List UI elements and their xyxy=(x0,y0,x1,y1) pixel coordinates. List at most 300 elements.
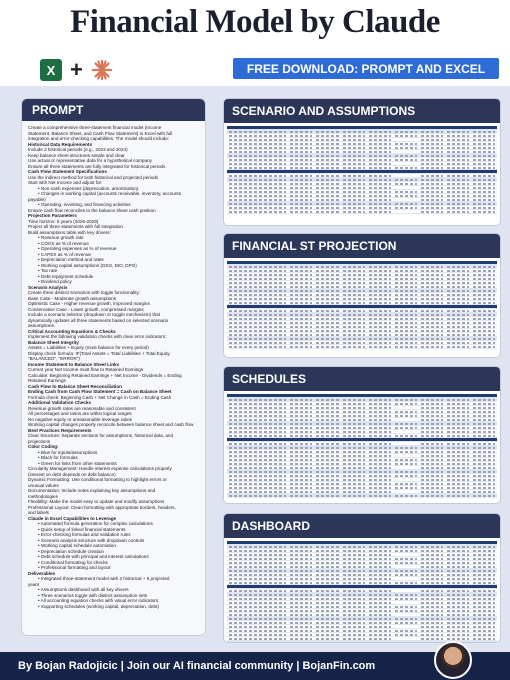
sheet-cell xyxy=(229,431,286,432)
sheet-cell xyxy=(369,598,391,599)
sheet-cell xyxy=(369,479,391,480)
sheet-cell xyxy=(395,131,417,132)
sheet-cell xyxy=(343,403,365,404)
sheet-cell xyxy=(447,282,469,283)
sheet-cell xyxy=(343,471,365,472)
sheet-cell xyxy=(473,447,495,448)
sheet-cell xyxy=(343,318,365,319)
sheet-cell xyxy=(316,554,338,555)
sheet-cell xyxy=(316,326,338,327)
sheet-cell xyxy=(319,438,344,441)
sheet-cell xyxy=(421,199,443,200)
prompt-line: • Automated formula generation for complex calculations xyxy=(28,521,199,527)
sheet-cell xyxy=(421,574,443,575)
sheet-cell xyxy=(343,495,365,496)
sheet-cell xyxy=(473,630,495,631)
sheet-cell xyxy=(447,487,469,488)
sheet-cell xyxy=(290,175,312,176)
sheet-cell xyxy=(343,634,365,635)
sheet-cell xyxy=(229,435,286,436)
sheet-cell xyxy=(229,546,286,547)
sheet-cell xyxy=(316,135,338,136)
sheet-cell xyxy=(473,606,495,607)
prompt-line: Ending Cash from Cash Flow Statement = Cash on Balance Sheet xyxy=(28,389,172,394)
sheet-cell xyxy=(369,411,391,412)
sheet-cell xyxy=(395,447,417,448)
prompt-line: Time horizon: 5 years (2025-2029) xyxy=(28,218,99,224)
sheet-cell xyxy=(229,330,286,331)
sheet-cell xyxy=(369,131,391,132)
sheet-cell xyxy=(229,594,286,595)
sheet-cell xyxy=(421,163,443,164)
sheet-cell xyxy=(421,411,443,412)
sheet-cell xyxy=(290,211,312,212)
prompt-line: "BALANCED", "ERROR") xyxy=(28,356,80,361)
sheet-cell xyxy=(229,554,286,555)
dashboard-sheet xyxy=(224,538,500,643)
sheet-cell xyxy=(473,318,495,319)
sheet-cell xyxy=(343,614,365,615)
sheet-cell xyxy=(447,459,469,460)
sheet-cell xyxy=(421,483,443,484)
sheet-cell xyxy=(421,491,443,492)
sheet-cell xyxy=(421,151,443,152)
prompt-line: and labels xyxy=(28,510,49,515)
sheet-cell xyxy=(421,183,443,184)
prompt-line: • Green for links from other statements xyxy=(28,461,199,467)
sheet-cell xyxy=(344,170,369,173)
sheet-cell xyxy=(369,183,391,184)
sheet-cell xyxy=(421,407,443,408)
sheet-cell xyxy=(229,483,286,484)
sheet-cell xyxy=(369,342,391,343)
sheet-cell xyxy=(290,610,312,611)
sheet-cell xyxy=(316,151,338,152)
sheet-cell xyxy=(316,179,338,180)
sheet-cell xyxy=(395,463,417,464)
sheet-cell xyxy=(473,294,495,295)
sheet-cell xyxy=(473,147,495,148)
sheet-cell xyxy=(290,167,312,168)
sheet-cell xyxy=(370,305,395,308)
sheet-cell xyxy=(290,642,312,643)
sheet-cell xyxy=(369,459,391,460)
sheet-cell xyxy=(473,211,495,212)
sheet-cell xyxy=(447,610,469,611)
sheet-cell xyxy=(447,467,469,468)
sheet-cell xyxy=(473,302,495,303)
sheet-cell xyxy=(473,451,495,452)
sheet-cell xyxy=(421,451,443,452)
sheet-cell xyxy=(369,334,391,335)
prompt-line: years xyxy=(28,581,40,587)
sheet-cell xyxy=(290,147,312,148)
prompt-line: (interest on debt depends on debt balance) xyxy=(28,471,116,477)
sheet-cell xyxy=(369,431,391,432)
prompt-line: Documentation: Include notes explaining key assumptions and xyxy=(28,488,156,493)
sheet-cell xyxy=(343,211,365,212)
sheet-cell xyxy=(473,546,495,547)
sheet-cell xyxy=(421,170,446,173)
sheet-cell xyxy=(369,286,391,287)
sheet-cell xyxy=(369,282,391,283)
sheet-cell xyxy=(229,298,286,299)
sheet-cell xyxy=(369,415,391,416)
sheet-cell xyxy=(316,322,338,323)
sheet-cell xyxy=(229,626,286,627)
sheet-cell xyxy=(421,415,443,416)
sheet-cell xyxy=(316,423,338,424)
sheet-cell xyxy=(447,495,469,496)
sheet-cell xyxy=(473,483,495,484)
prompt-line: assumptions. xyxy=(28,323,56,328)
sheet-cell xyxy=(319,394,344,397)
sheet-cell xyxy=(316,314,338,315)
sheet-cell xyxy=(421,467,443,468)
sheet-cell xyxy=(229,634,286,635)
sheet-cell xyxy=(290,614,312,615)
sheet-cell xyxy=(290,155,312,156)
prompt-line: integration and error-checking capabilities. The model should include: xyxy=(28,136,170,141)
sheet-cell xyxy=(473,602,495,603)
sheet-cell xyxy=(395,415,417,416)
download-banner[interactable]: FREE DOWNLOAD: PROMPT AND EXCEL xyxy=(233,58,499,79)
sheet-cell xyxy=(343,407,365,408)
sheet-cell xyxy=(293,170,318,173)
sheet-cell xyxy=(343,491,365,492)
sheet-cell xyxy=(447,491,469,492)
sheet-cell xyxy=(395,330,417,331)
sheet-cell xyxy=(316,642,338,643)
sheet-cell xyxy=(290,298,312,299)
sheet-cell xyxy=(473,290,495,291)
sheet-cell xyxy=(229,286,286,287)
sheet-cell xyxy=(343,322,365,323)
prompt-line: Project all three statements with full integration xyxy=(28,224,123,229)
sheet-cell xyxy=(343,274,365,275)
sheet-cell xyxy=(395,191,417,192)
sheet-cell xyxy=(343,550,365,551)
sheet-cell xyxy=(290,594,312,595)
sheet-cell xyxy=(316,570,338,571)
sheet-cell xyxy=(316,342,338,343)
sheet-cell xyxy=(343,163,365,164)
sheet-cell xyxy=(473,191,495,192)
sheet-cell xyxy=(290,403,312,404)
sheet-cell xyxy=(473,614,495,615)
sheet-cell xyxy=(421,541,446,544)
sheet-cell xyxy=(290,467,312,468)
sheet-cell xyxy=(369,590,391,591)
sheet-cell xyxy=(290,326,312,327)
sheet-cell xyxy=(369,602,391,603)
sheet-cell xyxy=(229,570,286,571)
sheet-cell xyxy=(472,261,497,264)
sheet-cell xyxy=(447,338,469,339)
sheet-cell xyxy=(316,471,338,472)
sheet-cell xyxy=(290,338,312,339)
sheet-cell xyxy=(421,585,446,588)
sheet-cell xyxy=(473,159,495,160)
sheet-cell xyxy=(344,126,369,129)
sheet-cell xyxy=(293,261,318,264)
sheet-cell xyxy=(421,487,443,488)
sheet-cell xyxy=(473,346,495,347)
sheet-cell xyxy=(290,322,312,323)
sheet-cell xyxy=(316,143,338,144)
sheet-cell xyxy=(473,139,495,140)
sheet-cell xyxy=(421,471,443,472)
sheet-cell xyxy=(316,455,338,456)
sheet-cell xyxy=(229,318,286,319)
schedules-card xyxy=(223,366,501,504)
sheet-cell xyxy=(421,203,443,204)
prompt-line: Scenario Analysis xyxy=(28,284,68,290)
sheet-cell xyxy=(446,126,471,129)
sheet-cell xyxy=(447,554,469,555)
sheet-cell xyxy=(447,566,469,567)
prompt-line: All percentages and ratios are within logical ranges xyxy=(28,411,132,416)
sheet-cell xyxy=(290,479,312,480)
sheet-cell xyxy=(395,403,417,404)
sheet-cell xyxy=(316,159,338,160)
sheet-cell xyxy=(447,266,469,267)
sheet-cell xyxy=(227,126,293,129)
sheet-cell xyxy=(229,451,286,452)
prompt-line: Working capital changes properly reconcile between balance sheet and cash flow xyxy=(28,422,194,427)
sheet-cell xyxy=(370,170,395,173)
sheet-cell xyxy=(421,622,443,623)
sheet-cell xyxy=(229,566,286,567)
projection-sheet xyxy=(224,258,500,352)
sheet-cell xyxy=(369,147,391,148)
sheet-cell xyxy=(343,143,365,144)
sheet-cell xyxy=(343,314,365,315)
sheet-cell xyxy=(229,610,286,611)
footer-text[interactable]: By Bojan Radojicic | Join our AI financial community | BojanFin.com xyxy=(18,660,376,672)
sheet-cell xyxy=(421,290,443,291)
sheet-cell xyxy=(369,554,391,555)
sheet-cell xyxy=(369,399,391,400)
sheet-cell xyxy=(316,167,338,168)
projection-header: FINANCIAL ST PROJECTION xyxy=(224,234,500,258)
sheet-cell xyxy=(369,578,391,579)
excel-icon: X xyxy=(40,59,62,81)
sheet-cell xyxy=(229,290,286,291)
sheet-cell xyxy=(473,578,495,579)
sheet-cell xyxy=(370,438,395,441)
sheet-cell xyxy=(316,334,338,335)
sheet-cell xyxy=(316,431,338,432)
sheet-cell xyxy=(290,163,312,164)
sheet-cell xyxy=(229,562,286,563)
prompt-line: Best Practices Requirements xyxy=(28,427,92,433)
sheet-cell xyxy=(316,475,338,476)
prompt-line: Ensure all three statements are fully integrated for historical periods xyxy=(28,163,166,169)
sheet-cell xyxy=(395,471,417,472)
sheet-cell xyxy=(473,326,495,327)
sheet-cell xyxy=(316,419,338,420)
sheet-cell xyxy=(290,471,312,472)
sheet-cell xyxy=(369,614,391,615)
sheet-cell xyxy=(447,419,469,420)
sheet-cell xyxy=(316,191,338,192)
sheet-cell xyxy=(293,126,318,129)
sheet-cell xyxy=(395,318,417,319)
sheet-cell xyxy=(473,423,495,424)
sheet-cell xyxy=(343,566,365,567)
prompt-line: Claude in Excel Capabilities to Leverage xyxy=(28,515,117,521)
sheet-cell xyxy=(229,590,286,591)
sheet-cell xyxy=(316,403,338,404)
sheet-cell xyxy=(421,602,443,603)
sheet-cell xyxy=(447,606,469,607)
sheet-cell xyxy=(290,634,312,635)
sheet-cell xyxy=(473,610,495,611)
sheet-cell xyxy=(290,570,312,571)
sheet-cell xyxy=(369,495,391,496)
prompt-line: Start with Net Income and adjust for: xyxy=(28,180,103,185)
sheet-cell xyxy=(229,459,286,460)
prompt-line: • Depreciation schedule creation xyxy=(28,549,199,555)
sheet-cell xyxy=(473,155,495,156)
sheet-cell xyxy=(421,550,443,551)
sheet-cell xyxy=(369,326,391,327)
sheet-cell xyxy=(369,167,391,168)
sheet-cell xyxy=(421,431,443,432)
sheet-cell xyxy=(229,606,286,607)
sheet-cell xyxy=(447,274,469,275)
sheet-cell xyxy=(473,622,495,623)
sheet-cell xyxy=(290,554,312,555)
sheet-cell xyxy=(369,278,391,279)
sheet-cell xyxy=(447,175,469,176)
sheet-cell xyxy=(343,207,365,208)
sheet-cell xyxy=(421,167,443,168)
sheet-cell xyxy=(229,467,286,468)
sheet-cell xyxy=(395,594,417,595)
sheet-cell xyxy=(343,266,365,267)
sheet-cell xyxy=(395,322,417,323)
sheet-cell xyxy=(395,598,417,599)
sheet-cell xyxy=(343,302,365,303)
sheet-cell xyxy=(447,558,469,559)
sheet-cell xyxy=(395,487,417,488)
sheet-cell xyxy=(344,394,369,397)
prompt-line: Revenue growth rates are reasonable and consistent xyxy=(28,405,136,411)
sheet-cell xyxy=(473,574,495,575)
sheet-cell xyxy=(421,334,443,335)
prompt-line: Cash Flow to Balance Sheet Reconciliation xyxy=(28,383,122,389)
sheet-cell xyxy=(290,443,312,444)
sheet-cell xyxy=(369,451,391,452)
sheet-cell xyxy=(421,562,443,563)
sheet-cell xyxy=(395,642,417,643)
sheet-cell xyxy=(290,318,312,319)
sheet-cell xyxy=(473,266,495,267)
sheet-cell xyxy=(229,455,286,456)
sheet-cell xyxy=(395,326,417,327)
sheet-cell xyxy=(395,459,417,460)
sheet-cell xyxy=(473,270,495,271)
sheet-cell xyxy=(395,338,417,339)
sheet-cell xyxy=(473,419,495,420)
sheet-cell xyxy=(472,438,497,441)
sheet-cell xyxy=(421,187,443,188)
sheet-cell xyxy=(319,541,344,544)
sheet-cell xyxy=(343,203,365,204)
sheet-cell xyxy=(369,634,391,635)
prompt-header: PROMPT xyxy=(22,99,205,121)
sheet-cell xyxy=(421,570,443,571)
prompt-line: Implement the following validation checks with clear error indicators: xyxy=(28,334,167,339)
sheet-cell xyxy=(229,314,286,315)
sheet-cell xyxy=(447,195,469,196)
sheet-cell xyxy=(421,302,443,303)
sheet-cell xyxy=(473,475,495,476)
sheet-cell xyxy=(343,131,365,132)
sheet-cell xyxy=(369,491,391,492)
prompt-line: Professional Layout: Clean formatting with appropriate borders, headers, xyxy=(28,504,176,510)
sheet-cell xyxy=(395,143,417,144)
sheet-cell xyxy=(395,286,417,287)
sheet-row xyxy=(227,494,497,498)
sheet-cell xyxy=(369,423,391,424)
sheet-cell xyxy=(447,346,469,347)
projection-card xyxy=(223,233,501,358)
sheet-cell xyxy=(229,143,286,144)
sheet-cell xyxy=(473,455,495,456)
sheet-cell xyxy=(421,427,443,428)
sheet-cell xyxy=(369,642,391,643)
sheet-cell xyxy=(229,175,286,176)
sheet-cell xyxy=(229,487,286,488)
sheet-cell xyxy=(343,483,365,484)
sheet-cell xyxy=(290,411,312,412)
sheet-cell xyxy=(473,203,495,204)
sheet-cell xyxy=(447,411,469,412)
sheet-cell xyxy=(290,431,312,432)
sheet-cell xyxy=(369,403,391,404)
sheet-cell xyxy=(290,622,312,623)
sheet-cell xyxy=(290,286,312,287)
sheet-cell xyxy=(316,286,338,287)
sheet-cell xyxy=(447,475,469,476)
sheet-cell xyxy=(421,634,443,635)
sheet-cell xyxy=(343,346,365,347)
sheet-cell xyxy=(290,598,312,599)
sheet-cell xyxy=(421,495,443,496)
sheet-cell xyxy=(446,585,471,588)
sheet-cell xyxy=(290,195,312,196)
sheet-cell xyxy=(369,187,391,188)
sheet-cell xyxy=(369,330,391,331)
sheet-cell xyxy=(421,598,443,599)
sheet-cell xyxy=(447,443,469,444)
sheet-cell xyxy=(473,415,495,416)
sheet-cell xyxy=(316,163,338,164)
sheet-cell xyxy=(447,167,469,168)
sheet-cell xyxy=(343,175,365,176)
prompt-line: • Debt repayment schedule xyxy=(28,274,199,280)
schedules-sheet xyxy=(224,391,500,501)
sheet-cell xyxy=(370,585,395,588)
sheet-cell xyxy=(447,626,469,627)
prompt-line: Keep balance sheet structures simple and clear xyxy=(28,152,125,158)
sheet-cell xyxy=(369,570,391,571)
sheet-cell xyxy=(229,155,286,156)
sheet-cell xyxy=(316,147,338,148)
